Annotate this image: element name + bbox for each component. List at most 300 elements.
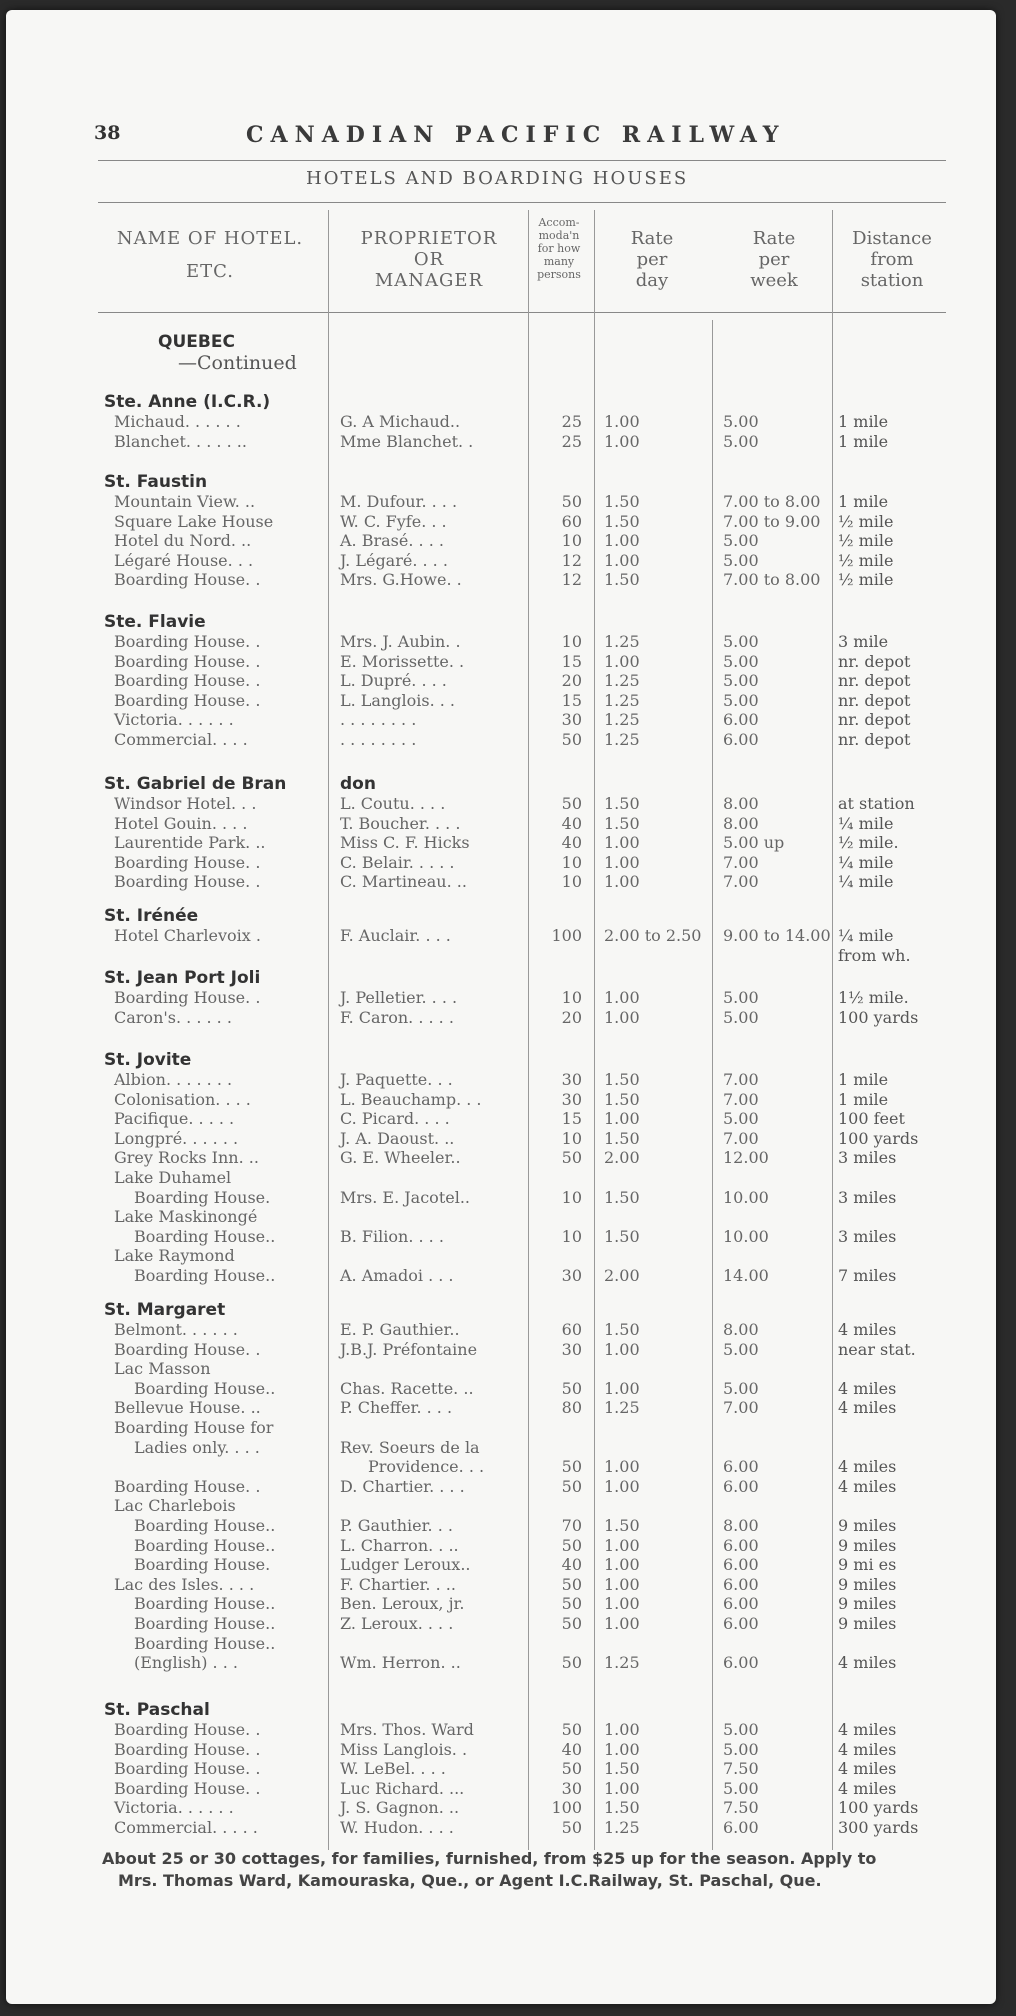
header-proprietor-line: OR — [413, 249, 445, 271]
hotel-name: Caron's. . . . . . — [114, 1007, 232, 1027]
rate-per-week: 7.00 — [723, 872, 759, 892]
accommodation: 30 — [561, 710, 582, 730]
proprietor: L. Charron. . .. — [340, 1535, 459, 1555]
hotel-name: Boarding House. — [134, 1187, 271, 1207]
rate-per-week: 7.00 — [723, 1070, 759, 1089]
table-row — [6, 1457, 996, 1477]
distance: 1 mile — [838, 492, 889, 511]
accommodation: 50 — [561, 1476, 582, 1496]
section-heading-continued: don — [340, 774, 376, 794]
accommodation: 25 — [561, 412, 582, 431]
rate-per-week: 6.00 — [723, 1614, 759, 1633]
table-subtitle: HOTELS AND BOARDING HOUSES — [306, 168, 689, 189]
distance: 4 miles — [838, 1759, 897, 1779]
hotel-name: Hotel Charlevoix . — [114, 926, 261, 945]
rate-per-week: 5.00 — [723, 671, 759, 691]
distance: 9 miles — [838, 1594, 897, 1614]
distance: 4 miles — [838, 1398, 897, 1418]
table-row — [6, 1168, 996, 1188]
proprietor: E. Morissette. . — [340, 651, 465, 671]
header-name-line: NAME OF HOTEL. — [116, 228, 304, 249]
rate-per-day: 1.25 — [604, 690, 640, 710]
distance: 100 yards — [838, 1128, 919, 1148]
accommodation: 40 — [561, 1555, 582, 1575]
hotel-name: Boarding House.. — [134, 1614, 276, 1633]
distance: from wh. — [838, 945, 911, 965]
proprietor: G. E. Wheeler.. — [340, 1148, 461, 1168]
rate-per-week: 7.50 — [723, 1798, 759, 1818]
accommodation: 15 — [561, 690, 582, 710]
section-heading: St. Paschal — [104, 1700, 210, 1720]
hotel-name: Commercial. . . . — [114, 730, 248, 749]
rate-per-day: 1.50 — [604, 1128, 640, 1148]
table-row — [6, 1634, 996, 1654]
rate-per-day: 1.00 — [604, 1457, 640, 1477]
rate-per-week: 8.00 — [723, 1320, 759, 1339]
table-row — [6, 1477, 996, 1497]
table-row — [6, 1555, 996, 1575]
table-row — [6, 1246, 996, 1266]
hotel-name: Boarding House.. — [134, 1633, 276, 1653]
distance: ¼ mile — [838, 813, 894, 833]
section-heading: St. Margaret — [104, 1300, 226, 1320]
rate-per-day: 1.00 — [604, 852, 640, 872]
distance: ½ mile — [838, 511, 894, 531]
table-row — [6, 814, 996, 834]
hotel-name: Boarding House. . — [114, 988, 261, 1007]
rate-per-day: 1.50 — [604, 813, 640, 833]
table-row — [6, 1398, 996, 1418]
accommodation: 10 — [561, 1226, 582, 1246]
distance: nr. depot — [838, 651, 911, 671]
section-heading: St. Irénée — [104, 906, 199, 926]
hotel-name: Boarding House.. — [134, 1378, 276, 1398]
rate-per-week: 6.00 — [723, 1653, 759, 1673]
rate-per-week: 12.00 — [723, 1148, 769, 1168]
accommodation: 60 — [561, 511, 582, 531]
hotel-name: Grey Rocks Inn. .. — [114, 1148, 259, 1168]
header-rate-day-line: day — [635, 270, 669, 292]
distance: 9 miles — [838, 1614, 897, 1633]
hotel-name: Albion. . . . . . . — [114, 1070, 233, 1089]
hotel-name: Boarding House. . — [114, 632, 261, 651]
rate-per-week: 6.00 — [723, 1574, 759, 1594]
accommodation: 30 — [561, 1089, 582, 1109]
hotel-name: Victoria. . . . . . — [114, 710, 234, 730]
hotel-name: Blanchet. . . . . .. — [114, 431, 247, 451]
rate-per-week: 6.00 — [723, 730, 759, 749]
distance: 300 yards — [838, 1818, 919, 1837]
header-accom-line: many — [543, 255, 575, 268]
table-row — [6, 1779, 996, 1799]
rate-per-day: 1.00 — [604, 531, 640, 551]
rate-per-week: 6.00 — [723, 1457, 759, 1477]
document-page — [6, 10, 996, 2004]
hotel-name: Square Lake House — [114, 511, 274, 531]
hotel-name: Boarding House for — [114, 1418, 274, 1437]
rate-per-week: 5.00 — [723, 431, 759, 451]
proprietor: Z. Leroux. . . . — [340, 1614, 454, 1633]
proprietor: Luc Richard. ... — [340, 1778, 465, 1798]
header-rate-week-line: Rate — [752, 228, 796, 249]
accommodation: 50 — [561, 1574, 582, 1594]
accommodation: 50 — [561, 1720, 582, 1739]
rate-per-day: 1.25 — [604, 730, 640, 749]
accommodation: 50 — [561, 492, 582, 511]
rate-per-week: 7.00 to 9.00 — [723, 511, 821, 531]
proprietor: F. Caron. . . . . — [340, 1007, 454, 1027]
table-row — [6, 1129, 996, 1149]
hotel-name: Mountain View. .. — [114, 492, 256, 511]
table-row — [6, 1379, 996, 1399]
hotel-name: Boarding House. . — [114, 690, 261, 710]
distance: 100 yards — [838, 1007, 919, 1027]
rate-per-day: 1.50 — [604, 1516, 640, 1535]
rate-per-week: 7.00 — [723, 1089, 759, 1109]
rate-per-day: 1.00 — [604, 1339, 640, 1359]
table-row — [6, 412, 996, 432]
header-rate-week-line: week — [750, 270, 798, 292]
proprietor: J. S. Gagnon. .. — [340, 1798, 460, 1818]
proprietor: G. A Michaud.. — [340, 412, 461, 431]
hotel-name: Commercial. . . . . — [114, 1818, 258, 1837]
distance: 1 mile — [838, 431, 889, 451]
table-row — [6, 1798, 996, 1818]
rate-per-day: 1.00 — [604, 988, 640, 1007]
proprietor: J. Paquette. . . — [340, 1070, 453, 1089]
rate-per-day: 1.00 — [604, 1555, 640, 1575]
hotel-name: Boarding House.. — [134, 1516, 276, 1535]
proprietor: J. Légaré. . . . — [340, 550, 448, 570]
proprietor: F. Chartier. . .. — [340, 1574, 456, 1594]
table-row — [6, 710, 996, 730]
rate-per-week: 5.00 — [723, 1720, 759, 1739]
accommodation: 12 — [561, 570, 582, 590]
accommodation: 50 — [561, 1614, 582, 1633]
distance: at station — [838, 794, 915, 813]
header-accom-line: Accom- — [538, 216, 580, 229]
rate-per-day: 1.00 — [604, 412, 640, 431]
rate-per-day: 1.00 — [604, 651, 640, 671]
accommodation: 50 — [561, 1535, 582, 1555]
section-heading: Ste. Anne (I.C.R.) — [104, 392, 271, 412]
hotel-name: Légaré House. . . — [114, 550, 254, 570]
table-row — [6, 1227, 996, 1247]
proprietor: C. Picard. . . . — [340, 1109, 450, 1129]
accommodation: 10 — [561, 632, 582, 651]
proprietor: J. Pelletier. . . . — [340, 988, 458, 1007]
proprietor: A. Amadoi . . . — [340, 1266, 454, 1285]
accommodation: 50 — [561, 1818, 582, 1837]
hotel-name: Longpré. . . . . . — [114, 1128, 239, 1148]
distance: 9 mi es — [838, 1555, 897, 1575]
rate-per-day: 1.50 — [604, 794, 640, 813]
rate-per-week: 7.50 — [723, 1759, 759, 1779]
hotel-name: Boarding House.. — [134, 1266, 276, 1285]
accommodation: 15 — [561, 651, 582, 671]
distance: nr. depot — [838, 730, 911, 749]
rate-per-day: 1.00 — [604, 872, 640, 892]
distance: 4 miles — [838, 1476, 897, 1496]
accommodation: 20 — [561, 1007, 582, 1027]
rate-per-day: 1.50 — [604, 1226, 640, 1246]
distance: ¼ mile — [838, 852, 894, 872]
hotel-name: Boarding House. . — [114, 1759, 261, 1779]
accommodation: 50 — [561, 1148, 582, 1168]
rate-per-day: 1.00 — [604, 1614, 640, 1633]
table-row — [6, 1614, 996, 1634]
rate-per-day: 1.50 — [604, 492, 640, 511]
table-row — [6, 1818, 996, 1838]
hotel-name: Ladies only. . . . — [134, 1437, 260, 1457]
table-row — [6, 1320, 996, 1340]
hotel-name: Colonisation. . . . — [114, 1089, 251, 1109]
rate-per-week: 5.00 — [723, 988, 759, 1007]
distance: ½ mile — [838, 570, 894, 590]
accommodation: 70 — [561, 1516, 582, 1535]
distance: ½ mile — [838, 531, 894, 551]
footnote-line: Mrs. Thomas Ward, Kamouraska, Que., or Agent I.C.Railway, St. Paschal, Que. — [118, 1871, 822, 1890]
header-accom-line: moda'n — [538, 229, 580, 242]
rate-per-week: 14.00 — [723, 1266, 769, 1285]
distance: 100 feet — [838, 1109, 905, 1129]
distance: ½ mile. — [838, 833, 899, 853]
table-row — [6, 512, 996, 532]
header-rate-week — [718, 228, 830, 292]
rate-per-week: 6.00 — [723, 1535, 759, 1555]
accommodation: 15 — [561, 1109, 582, 1129]
distance: 4 miles — [838, 1653, 897, 1673]
distance: 1 mile — [838, 1070, 889, 1089]
distance: near stat. — [838, 1339, 916, 1359]
rate-per-day: 1.25 — [604, 671, 640, 691]
rate-per-week: 5.00 — [723, 1739, 759, 1759]
distance: nr. depot — [838, 710, 911, 730]
accommodation: 40 — [561, 1739, 582, 1759]
proprietor: Mme Blanchet. . — [340, 431, 474, 451]
proprietor: C. Belair. . . . . — [340, 852, 455, 872]
accommodation: 100 — [551, 926, 582, 945]
rate-per-week: 5.00 — [723, 651, 759, 671]
proprietor: P. Gauthier. . . — [340, 1516, 453, 1535]
header-distance-line: station — [860, 270, 924, 292]
proprietor: Miss C. F. Hicks — [340, 833, 470, 853]
table-row — [6, 872, 996, 892]
table-row — [6, 570, 996, 590]
hotel-name: Lake Raymond — [114, 1246, 235, 1266]
province-note: —Continued — [178, 352, 297, 374]
hotel-name: Hotel Gouin. . . . — [114, 813, 248, 833]
distance: ¼ mile — [838, 926, 894, 945]
hotel-name: Boarding House. . — [114, 1739, 261, 1759]
rate-per-week: 5.00 — [723, 632, 759, 651]
rate-per-day: 1.00 — [604, 1778, 640, 1798]
accommodation: 50 — [561, 1457, 582, 1477]
header-distance — [834, 228, 950, 292]
header-name — [96, 228, 324, 282]
table-row — [6, 1438, 996, 1458]
rate-per-day: 1.50 — [604, 1070, 640, 1089]
rate-per-week: 10.00 — [723, 1226, 769, 1246]
rate-per-week: 6.00 — [723, 1818, 759, 1837]
hotel-name: Lake Duhamel — [114, 1168, 232, 1187]
accommodation: 50 — [561, 794, 582, 813]
table-row — [6, 1575, 996, 1595]
hotel-name: Lac Charlebois — [114, 1496, 236, 1516]
proprietor: Providence. . . — [368, 1457, 485, 1477]
proprietor: Mrs. E. Jacotel.. — [340, 1187, 470, 1207]
hotel-name: Michaud. . . . . . — [114, 412, 241, 431]
hotel-name: Boarding House.. — [134, 1226, 276, 1246]
proprietor: A. Brasé. . . . — [340, 531, 444, 551]
rate-per-week: 5.00 — [723, 1778, 759, 1798]
distance: ½ mile — [838, 550, 894, 570]
hotel-name: Boarding House.. — [134, 1535, 276, 1555]
hotel-name: Victoria. . . . . . — [114, 1798, 234, 1818]
table-row — [6, 1340, 996, 1360]
distance: 100 yards — [838, 1798, 919, 1818]
table-row-continuation — [6, 946, 996, 966]
distance: 1 mile — [838, 1089, 889, 1109]
table-row — [6, 531, 996, 551]
section-heading: Ste. Flavie — [104, 612, 206, 632]
rate-per-week: 8.00 — [723, 1516, 759, 1535]
distance: 9 miles — [838, 1574, 897, 1594]
section-heading: St. Jean Port Joli — [104, 968, 261, 988]
rate-per-week: 7.00 — [723, 1128, 759, 1148]
rate-per-week: 5.00 — [723, 1007, 759, 1027]
proprietor: Mrs. Thos. Ward — [340, 1720, 474, 1739]
rate-per-week: 6.00 — [723, 1594, 759, 1614]
header-rate-day — [596, 228, 708, 292]
rate-per-day: 2.00 to 2.50 — [604, 926, 702, 945]
header-distance-line: Distance — [852, 228, 932, 249]
rate-per-day: 1.25 — [604, 710, 640, 730]
proprietor: P. Cheffer. . . . — [340, 1398, 453, 1418]
header-accommodation — [526, 216, 592, 281]
rate-per-week: 7.00 — [723, 852, 759, 872]
distance: 4 miles — [838, 1739, 897, 1759]
rate-per-week: 7.00 to 8.00 — [723, 492, 821, 511]
rate-per-day: 1.50 — [604, 570, 640, 590]
distance: 3 mile — [838, 632, 889, 651]
hotel-name: Boarding House. . — [114, 872, 261, 892]
hotel-name: (English) . . . — [134, 1653, 238, 1673]
rate-per-day: 1.00 — [604, 1574, 640, 1594]
header-rule-top — [98, 202, 946, 203]
accommodation: 50 — [561, 1653, 582, 1673]
distance: 4 miles — [838, 1720, 897, 1739]
hotel-name: Boarding House. . — [114, 1476, 261, 1496]
table-row — [6, 632, 996, 652]
rate-per-day: 1.50 — [604, 1187, 640, 1207]
rate-per-week: 5.00 — [723, 1378, 759, 1398]
proprietor: T. Boucher. . . . — [340, 813, 461, 833]
hotel-name: Belmont. . . . . . — [114, 1320, 238, 1339]
proprietor: B. Filion. . . . — [340, 1226, 444, 1246]
hotel-name: Boarding House. . — [114, 651, 261, 671]
header-proprietor-line: MANAGER — [374, 270, 484, 292]
proprietor: C. Martineau. .. — [340, 872, 467, 892]
rate-per-week: 5.00 — [723, 412, 759, 431]
proprietor: Rev. Soeurs de la — [340, 1437, 480, 1457]
province-heading: QUEBEC — [158, 332, 235, 352]
table-row — [6, 1070, 996, 1090]
header-rate-week-line: per — [758, 249, 790, 271]
header-name-line: ETC. — [186, 261, 234, 283]
rate-per-week: 6.00 — [723, 1476, 759, 1496]
hotel-name: Boarding House. . — [114, 570, 261, 590]
table-row — [6, 1207, 996, 1227]
rate-per-week: 5.00 up — [723, 833, 785, 853]
proprietor: Mrs. J. Aubin. . — [340, 632, 461, 651]
hotel-name: Boarding House. . — [114, 1720, 261, 1739]
proprietor: L. Coutu. . . . — [340, 794, 446, 813]
accommodation: 10 — [561, 1128, 582, 1148]
accommodation: 10 — [561, 531, 582, 551]
accommodation: 10 — [561, 852, 582, 872]
table-row — [6, 1418, 996, 1438]
table-row — [6, 1720, 996, 1740]
rate-per-week: 5.00 — [723, 1339, 759, 1359]
proprietor: Ludger Leroux.. — [340, 1555, 471, 1575]
accommodation: 12 — [561, 550, 582, 570]
table-row — [6, 492, 996, 512]
table-row — [6, 1740, 996, 1760]
table-row — [6, 1188, 996, 1208]
distance: 9 miles — [838, 1516, 897, 1535]
distance: 1 mile — [838, 412, 889, 431]
rate-per-day: 1.00 — [604, 1007, 640, 1027]
table-row — [6, 691, 996, 711]
rate-per-week: 5.00 — [723, 550, 759, 570]
proprietor: W. C. Fyfe. . . — [340, 511, 447, 531]
distance: 3 miles — [838, 1148, 897, 1168]
proprietor: L. Langlois. . . — [340, 690, 456, 710]
accommodation: 30 — [561, 1266, 582, 1285]
accommodation: 10 — [561, 1187, 582, 1207]
rate-per-day: 1.50 — [604, 511, 640, 531]
section-heading: St. Faustin — [104, 472, 208, 492]
proprietor: W. Hudon. . . . — [340, 1818, 454, 1837]
proprietor: Wm. Herron. .. — [340, 1653, 461, 1673]
accommodation: 30 — [561, 1070, 582, 1089]
table-row — [6, 1759, 996, 1779]
hotel-name: Boarding House. . — [114, 1339, 261, 1359]
proprietor: Miss Langlois. . — [340, 1739, 468, 1759]
proprietor: . . . . . . . . — [340, 730, 417, 749]
distance: 3 miles — [838, 1226, 897, 1246]
hotel-name: Pacifique. . . . . — [114, 1109, 235, 1129]
accommodation: 60 — [561, 1320, 582, 1339]
accommodation: 50 — [561, 1594, 582, 1614]
hotel-name: Laurentide Park. .. — [114, 833, 266, 853]
distance: 3 miles — [838, 1187, 897, 1207]
accommodation: 50 — [561, 1378, 582, 1398]
rate-per-week: 8.00 — [723, 813, 759, 833]
rate-per-day: 1.00 — [604, 1476, 640, 1496]
table-row — [6, 1148, 996, 1168]
rate-per-day: 1.00 — [604, 1535, 640, 1555]
rate-per-week: 7.00 — [723, 1398, 759, 1418]
rate-per-day: 1.00 — [604, 833, 640, 853]
proprietor: Chas. Racette. .. — [340, 1378, 474, 1398]
rate-per-week: 8.00 — [723, 794, 759, 813]
rate-per-day: 1.00 — [604, 1739, 640, 1759]
rate-per-week: 5.00 — [723, 690, 759, 710]
rate-per-day: 1.50 — [604, 1320, 640, 1339]
proprietor: J.B.J. Préfontaine — [340, 1339, 478, 1359]
